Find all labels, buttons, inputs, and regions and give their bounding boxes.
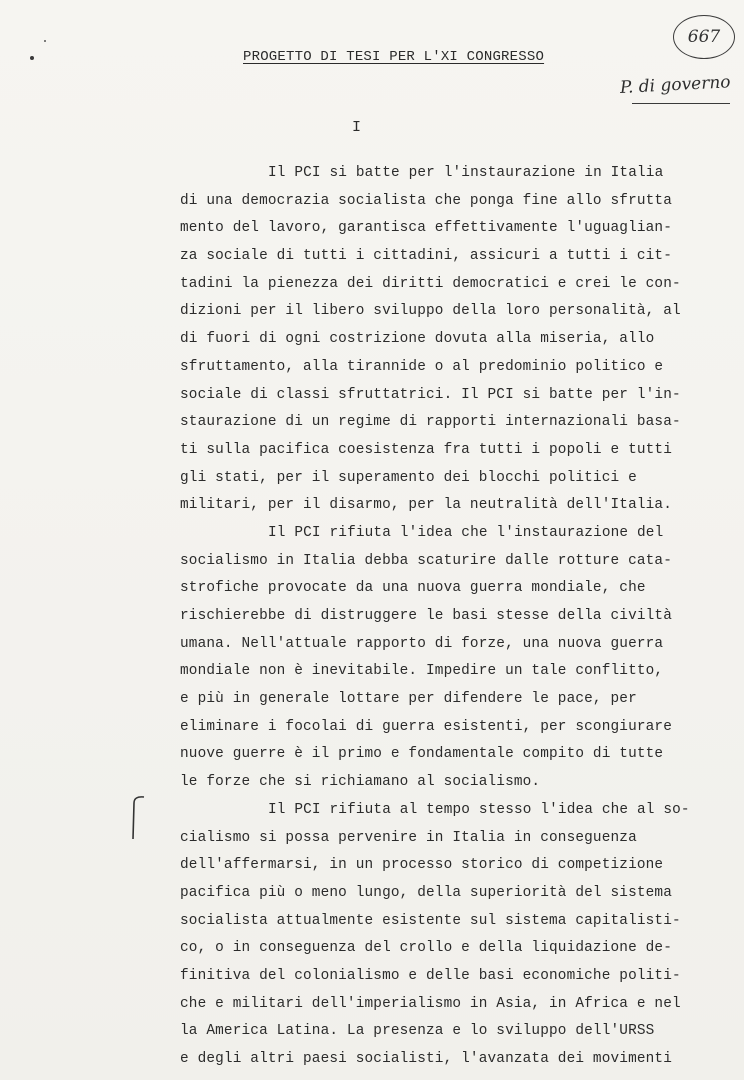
text-line: sociale di classi sfruttatrici. Il PCI si batte per l'in- [180, 387, 681, 403]
text-line: sfruttamento, alla tirannide o al predominio politico e [180, 359, 664, 375]
text-line: dell'affermarsi, in un processo storico di competizione [180, 857, 664, 873]
text-line: militari, per il disarmo, per la neutralità dell'Italia. [180, 497, 673, 513]
text-line: di una democrazia socialista che ponga fine allo sfrutta [180, 193, 673, 209]
text-line: ti sulla pacifica coesistenza fra tutti i popoli e tutti [180, 442, 673, 458]
text-line: Il PCI rifiuta l'idea che l'instaurazione del [268, 525, 664, 541]
text-line: tadini la pienezza dei diritti democratici e crei le con- [180, 276, 681, 292]
text-line: socialista attualmente esistente sul sistema capitalisti- [180, 913, 681, 929]
text-line: Il PCI rifiuta al tempo stesso l'idea che al so- [268, 802, 690, 818]
text-line: e degli altri paesi socialisti, l'avanzata dei movimenti [180, 1051, 673, 1067]
text-line: staurazione di un regime di rapporti internazionali basa- [180, 414, 681, 430]
text-line: dizioni per il libero sviluppo della loro personalità, al [180, 303, 681, 319]
text-line: le forze che si richiamano al socialismo. [180, 774, 541, 790]
text-line: strofiche provocate da una nuova guerra mondiale, che [180, 580, 646, 596]
text-line: cialismo si possa pervenire in Italia in conseguenza [180, 830, 637, 846]
text-line: socialismo in Italia debba scaturire dalle rotture cata- [180, 553, 673, 569]
text-line: umana. Nell'attuale rapporto di forze, una nuova guerra [180, 636, 664, 652]
page-number-stamp [673, 15, 735, 59]
punch-mark [30, 56, 34, 60]
document-title: PROGETTO DI TESI PER L'XI CONGRESSO [243, 49, 545, 65]
text-line: rischierebbe di distruggere le basi stesse della civiltà [180, 608, 673, 624]
text-line: di fuori di ogni costrizione dovuta alla miseria, allo [180, 331, 655, 347]
text-line: eliminare i focolai di guerra esistenti, per scongiurare [180, 719, 673, 735]
handwritten-underline [632, 103, 730, 104]
stamp-number: 667 [687, 27, 721, 47]
text-line: e più in generale lottare per difendere le pace, per [180, 691, 637, 707]
text-line: la America Latina. La presenza e lo sviluppo dell'URSS [180, 1023, 655, 1039]
text-line: co, o in conseguenza del crollo e della liquidazione de- [180, 940, 673, 956]
text-line: mento del lavoro, garantisca effettivamente l'uguaglian- [180, 220, 673, 236]
speck-mark [44, 40, 46, 42]
text-line: nuove guerre è il primo e fondamentale compito di tutte [180, 746, 664, 762]
text-line: za sociale di tutti i cittadini, assicuri a tutti i cit- [180, 248, 673, 264]
text-line: gli stati, per il superamento dei blocchi politici e [180, 470, 637, 486]
text-line: finitiva del colonialismo e delle basi economiche politi- [180, 968, 681, 984]
text-line: mondiale non è inevitabile. Impedire un tale conflitto, [180, 663, 664, 679]
text-line: Il PCI si batte per l'instaurazione in Italia [268, 165, 664, 181]
text-line: pacifica più o meno lungo, della superiorità del sistema [180, 885, 673, 901]
margin-bracket-mark [130, 795, 146, 841]
text-line: che e militari dell'imperialismo in Asia, in Africa e nel [180, 996, 681, 1012]
section-numeral: I [352, 119, 362, 136]
handwritten-note: P. di governo [619, 72, 731, 98]
